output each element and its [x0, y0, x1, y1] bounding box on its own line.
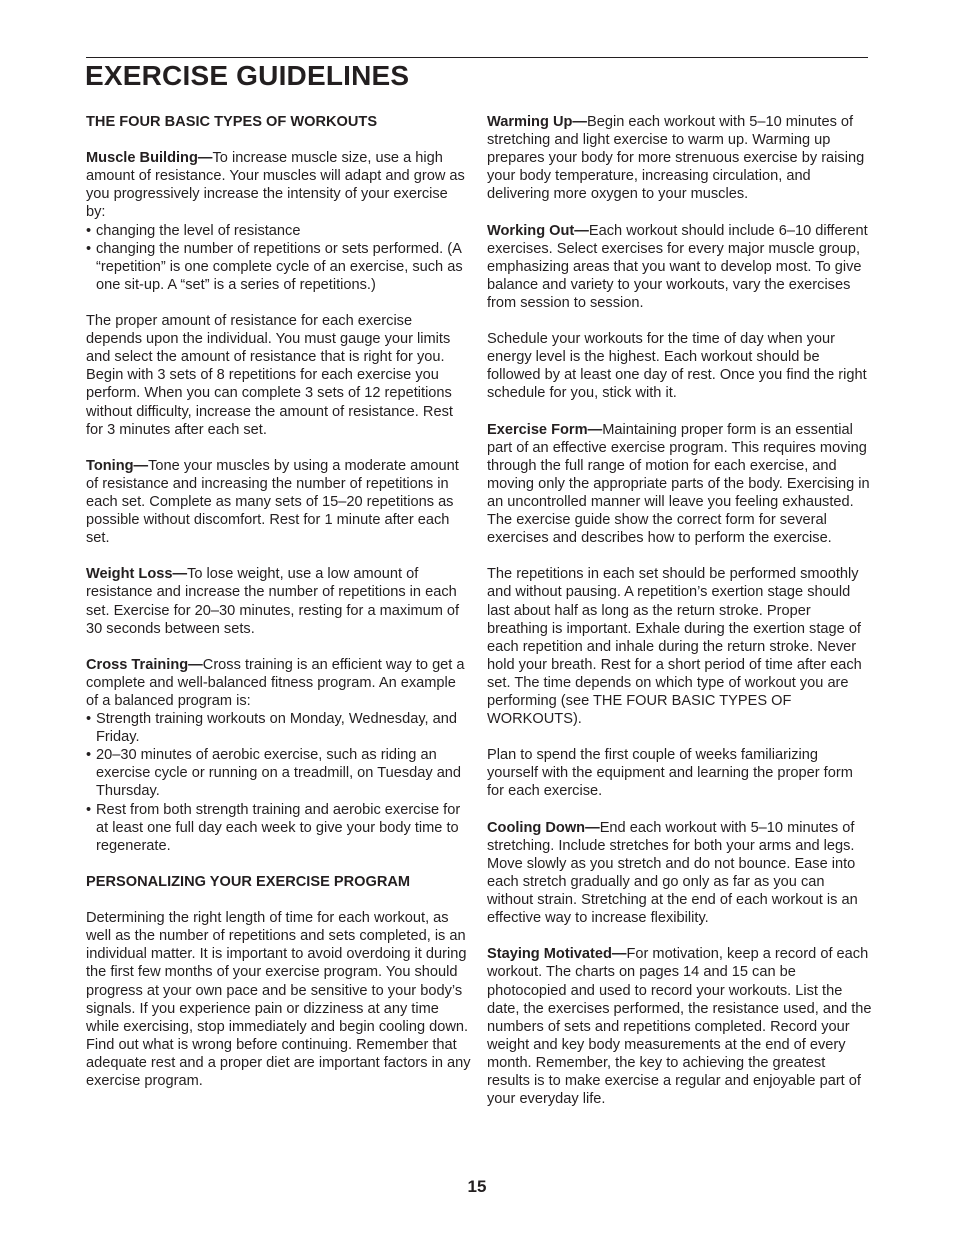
repetitions-paragraph: The repetitions in each set should be performed smoothly and without pausing. A repetition’s exertion stage should last about half as long as the return stroke. Proper breathing is important. Exhale during the exertion stage of each repetition and inhale during the return stroke. Never hold your breath. Rest for a short period of time after each set. The time depends on which type of workout you are performing (see THE FOUR BASIC TYPES OF WORKOUTS). [487, 566, 862, 728]
working-out-lead: Working Out— [487, 222, 589, 239]
resistance-paragraph: The proper amount of resistance for each exercise depends upon the individual. You must gauge your limits and select the amount of resistance that is right for you. Begin with 3 sets of 8 repetitions for each exercise you perform. When you can complete 3 sets of 12 repetitions without difficulty, increase the amount of resistance. Rest for 3 minutes after each set. [86, 313, 453, 438]
exercise-form-lead: Exercise Form— [487, 421, 603, 438]
working-out-text: Each workout should include 6–10 different exercises. Select exercises for every major muscle group, emphasizing areas that you want to develop most. To give balance and variety to your workouts, vary the exercises from session to session. [487, 222, 868, 311]
toning-lead: Toning— [86, 457, 149, 474]
plan-paragraph: Plan to spend the first couple of weeks familiarizing yourself with the equipment and learning the proper form for each exercise. [487, 747, 853, 800]
cross-training-list [86, 710, 471, 855]
schedule-paragraph: Schedule your workouts for the time of day when your energy level is the highest. Each workout should be followed by at least one day of rest. Once you find the right schedule for you, stick with it. [487, 331, 867, 402]
weight-loss-lead: Weight Loss— [86, 566, 188, 583]
cross-training-text: Cross training is an efficient way to get a complete and well-balanced fitness program. An example of a balanced program is: [86, 656, 465, 709]
section-heading-workout-types: THE FOUR BASIC TYPES OF WORKOUTS [86, 114, 378, 130]
cooling-down-paragraph [487, 819, 872, 928]
muscle-building-list [86, 222, 471, 294]
warming-up-text: Begin each workout with 5–10 minutes of stretching and light exercise to warm up. Warming up prepares your body for more strenuous exercise by raising your body temperature, increasing circulation, and delivering more oxygen to your muscles. [487, 114, 865, 203]
staying-motivated-lead: Staying Motivated— [487, 946, 627, 963]
list-item: • Rest from both strength training and aerobic exercise for at least one full day each week to give your body time to regenerate. [86, 801, 471, 855]
toning-text: Tone your muscles by using a moderate amount of resistance and increasing the number of repetitions in each set. Complete as many sets of 15–20 repetitions as possible without discomfort. Rest for 1 minute after each set. [86, 457, 459, 547]
muscle-building-text: To increase muscle size, use a high amount of resistance. Your muscles will adapt and grow as you progressively increase the intensity of your exercise by: [86, 150, 465, 221]
page-number: 15 [467, 1177, 487, 1196]
working-out-paragraph [487, 222, 872, 312]
cross-training-paragraph [86, 656, 471, 710]
exercise-form-paragraph [487, 421, 872, 548]
warming-up-lead: Warming Up— [487, 114, 587, 130]
muscle-building-lead: Muscle Building— [86, 150, 213, 167]
muscle-building-paragraph [86, 149, 471, 221]
list-item: • changing the number of repetitions or sets performed. (A “repetition” is one complete cycle of an exercise, such as one sit-up. A “set” is a series of repetitions.) [86, 240, 471, 294]
cross-training-lead: Cross Training— [86, 656, 203, 673]
staying-motivated-text: For motivation, keep a record of each workout. The charts on pages 14 and 15 can be photocopied and used to record your workouts. List the date, the exercises performed, the resistance used, and the numbers of sets and repetitions completed. Record your weight and key body measurements at the end of every month. Remember, the key to achieving the greatest results is to make exercise a regular and enjoyable part of your everyday life. [487, 946, 872, 1108]
exercise-form-text: Maintaining proper form is an essential part of an effective exercise program. This requires moving through the full range of motion for each exercise, and moving only the appropriate parts of the body. Exercising in an uncontrolled manner will leave you feeling exhausted. The exercise guide show the correct form for several exercises and describes how to perform the exercise. [487, 421, 870, 547]
weight-loss-paragraph [86, 565, 471, 637]
left-column [86, 113, 471, 1108]
section-heading-personalizing: PERSONALIZING YOUR EXERCISE PROGRAM [86, 873, 411, 890]
cooling-down-text: End each workout with 5–10 minutes of stretching. Include stretches for both your arms and legs. Move slowly as you stretch and do not bounce. Ease into each stretch gradually and go only as far as you can without strain. Stretching at the end of each workout is an effective way to increase flexibility. [487, 819, 858, 927]
personalizing-paragraph: Determining the right length of time for each workout, as well as the number of repetitions and sets completed, is an individual matter. It is important to avoid overdoing it during the first few months of your exercise program. You should progress at your own pace and be sensitive to your body’s signals. If you experience pain or dizziness at any time while exercising, stop immediately and begin cooling down. Find out what is wrong before continuing. Remember that adequate rest and a proper diet are important factors in any exercise program. [86, 910, 471, 1089]
staying-motivated-paragraph [487, 945, 872, 1108]
cooling-down-lead: Cooling Down— [487, 819, 600, 836]
warming-up-paragraph [487, 113, 872, 203]
list-item: • Strength training workouts on Monday, Wednesday, and Friday. [86, 710, 471, 746]
page-title: EXERCISE GUIDELINES [85, 60, 410, 91]
list-item: • 20–30 minutes of aerobic exercise, such as riding an exercise cycle or running on a treadmill, on Tuesday and Thursday. [86, 746, 471, 800]
toning-paragraph [86, 457, 471, 547]
right-column [487, 113, 872, 1126]
list-item: • changing the level of resistance [86, 222, 471, 240]
weight-loss-text: To lose weight, use a low amount of resistance and increase the number of repetitions in each set. Exercise for 20–30 minutes, resting for a maximum of 30 seconds between sets. [86, 566, 460, 637]
